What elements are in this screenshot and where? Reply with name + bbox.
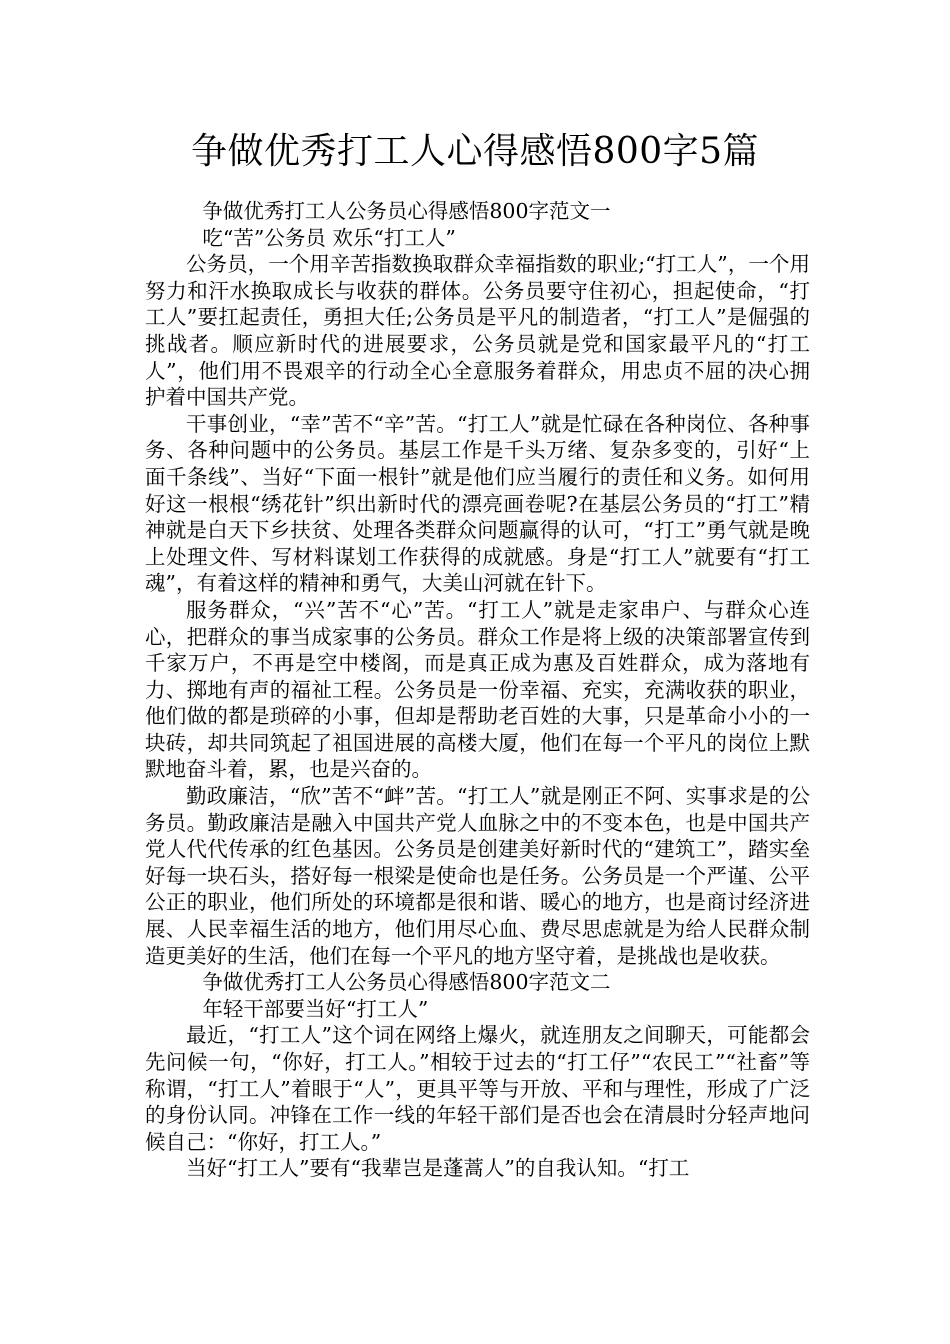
section-heading: 争做优秀打工人公务员心得感悟800字范文一 <box>202 199 611 223</box>
document-title: 争做优秀打工人心得感悟800字5篇 <box>190 131 760 172</box>
body-paragraph: 当好“打工人”要有“我辈岂是蓬蒿人”的自我认知。“打工 <box>186 1156 690 1181</box>
body-paragraph: 勤政廉洁，“欣”苦不“衅”苦。“打工人”就是刚正不阿、实事求是的公务员。勤政廉洁是融入中国共产党人血脉之中的不变本色，也是中国共产党人代代传承的红色基因。公务员是创建美好新时代的“建筑工”，踏实垒好每一块石头，搭好每一根梁是使命也是任务。公务员是一个严谨、公平公正的职业，他们所处的环境都是很和谐、暖心的地方，也是商讨经济进展、人民幸福生活的地方，他们用尽心血、费尽思虑就是为给人民群众制造更美好的生活，他们在每一个平凡的地方坚守着，是挑战也是收获。 <box>145 784 810 968</box>
document-body <box>145 198 810 1182</box>
body-paragraph: 最近，“打工人”这个词在网络上爆火，就连朋友之间聊天，可能都会先问候一句，“你好，打工人。”相较于过去的“打工仔”“农民工”“社畜”等称谓，“打工人”着眼于“人”，更具平等与开放、平和与理性，形成了广泛的身份认同。冲锋在工作一线的年轻干部们是否也会在清晨时分轻声地问候自己：“你好，打工人。” <box>145 1023 810 1154</box>
section-heading: 争做优秀打工人公务员心得感悟800字范文二 <box>202 970 611 995</box>
article-subtitle: 年轻干部要当好“打工人” <box>202 996 429 1021</box>
body-paragraph: 干事创业，“幸”苦不“辛”苦。“打工人”就是忙碌在各种岗位、各种事务、各种问题中的公务员。基层工作是千头万绪、复杂多变的，引好“上面千条线”、当好“下面一根针”就是他们应当履行的责任和义务。如何用好这一根根“绣花针”织出新时代的漂亮画卷呢?在基层公务员的“打工”精神就是白天下乡扶贫、处理各类群众问题赢得的认可，“打工”勇气就是晚上处理文件、写材料谋划工作获得的成就感。身是“打工人”就要有“打工魂”，有着这样的精神和勇气，大美山河就在针下。 <box>145 411 810 596</box>
body-paragraph: 服务群众，“兴”苦不“心”苦。“打工人”就是走家串户、与群众心连心，把群众的事当成家事的公务员。群众工作是将上级的决策部署宣传到千家万户，不再是空中楼阁，而是真正成为惠及百姓群众，成为落地有力、掷地有声的福祉工程。公务员是一份幸福、充实，充满收获的职业，他们做的都是琐碎的小事，但却是帮助老百姓的大事，只是革命小小的一块砖，却共同筑起了祖国进展的高楼大厦，他们在每一个平凡的岗位上默默地奋斗着，累，也是兴奋的。 <box>145 597 810 782</box>
article-subtitle: 吃“苦”公务员 欢乐“打工人” <box>202 225 456 250</box>
body-paragraph: 公务员，一个用辛苦指数换取群众幸福指数的职业;“打工人”，一个用努力和汗水换取成长与收获的群体。公务员要守住初心，担起使命，“打工人”要扛起责任，勇担大任;公务员是平凡的制造者，“打工人”是倔强的挑战者。顺应新时代的进展要求，公务员就是党和国家最平凡的“打工人”，他们用不畏艰辛的行动全心全意服务着群众，用忠贞不屈的决心拥护着中国共产党。 <box>145 252 810 410</box>
